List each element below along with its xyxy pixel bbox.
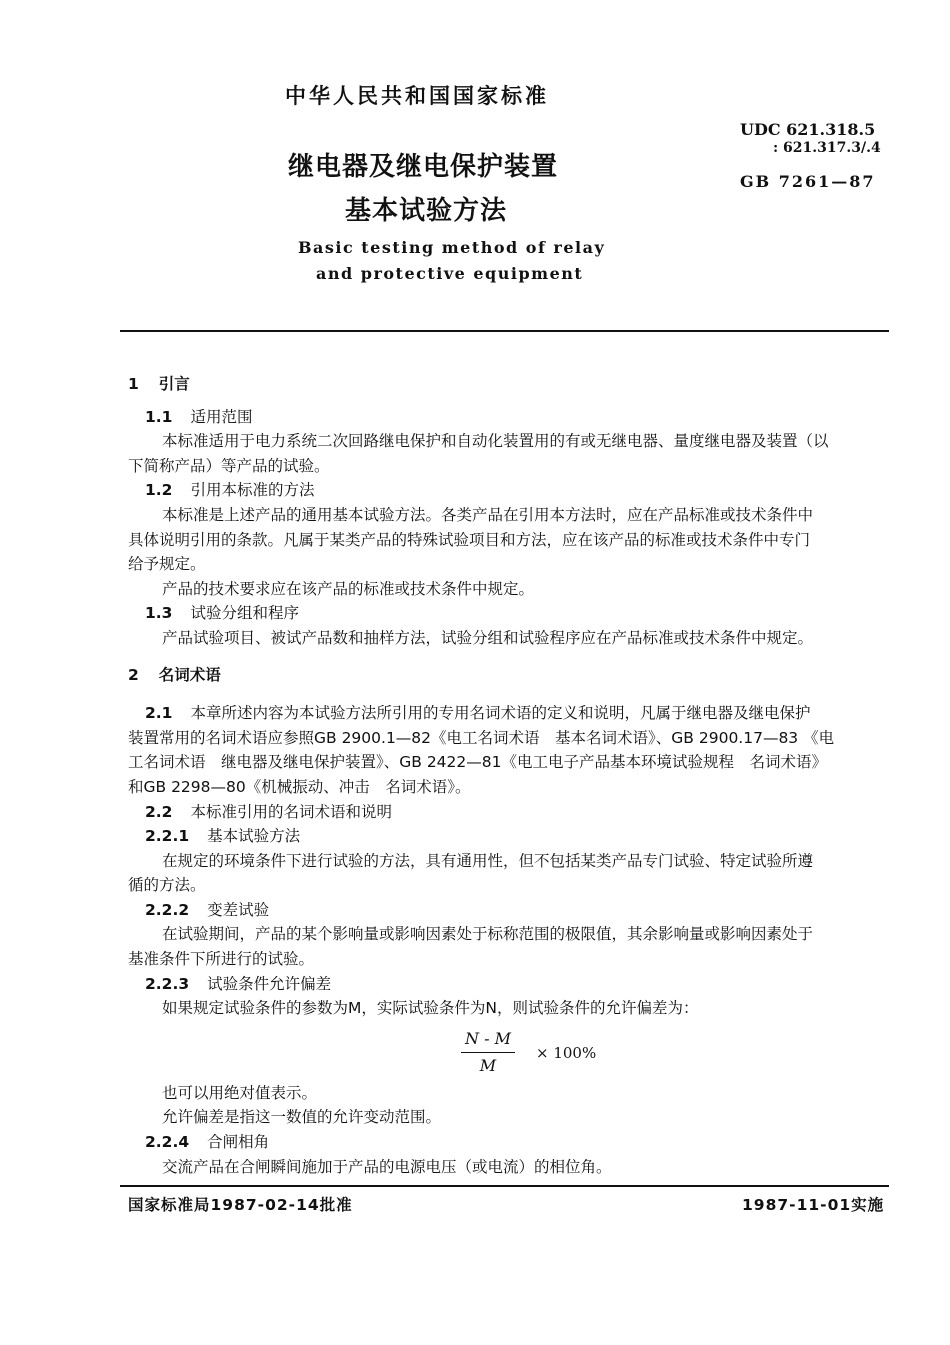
paragraph-line: 基准条件下所进行的试验。 (128, 950, 315, 969)
tolerance-formula (128, 1021, 890, 1081)
paragraph-line: 装置常用的名词术语应参照GB 2900.1—82《电工名词术语 基本名词术语》、GB 2900.17—83 《电 (128, 728, 835, 747)
clause-title: 基本试验方法 (207, 827, 301, 846)
paragraph-line: 也可以用绝对值表示。 (162, 1083, 318, 1102)
formula-multiplier: × 100% (536, 1043, 597, 1062)
subsection-title: 适用范围 (190, 407, 253, 426)
paragraph-line: 在试验期间，产品的某个影响量或影响因素处于标称范围的极限值，其余影响量或影响因素处于 (162, 925, 814, 944)
approval-date: 国家标准局1987-02-14批准 (128, 1196, 353, 1214)
section-title: 引言 (158, 375, 190, 393)
paragraph-line: 产品试验项目、被试产品数和抽样方法，试验分组和试验程序应在产品标准或技术条件中规定。 (162, 628, 814, 647)
section-title: 名词术语 (158, 665, 221, 684)
subsection-number: 1.2 (145, 481, 173, 500)
subsection-number: 1.3 (145, 604, 173, 623)
standard-number: GB 7261—87 (740, 172, 876, 191)
english-title-line1: Basic testing method of relay (298, 238, 606, 257)
paragraph-line: 下简称产品）等产品的试验。 (128, 456, 330, 475)
paragraph-line (128, 701, 890, 726)
paragraph-line: 具体说明引用的条款。凡属于某类产品的特殊试验项目和方法，应在该产品的标准或技术条件中专门 (128, 530, 811, 549)
formula-denominator: M (479, 1056, 497, 1076)
paragraph-line: 在规定的环境条件下进行试验的方法，具有通用性，但不包括某类产品专门试验、特定试验所遵 (162, 851, 814, 870)
paragraph-line: 给予规定。 (128, 555, 206, 574)
clause-heading (128, 898, 890, 923)
subsection-title: 引用本标准的方法 (190, 481, 315, 500)
clause-number: 2.2.4 (145, 1133, 190, 1152)
clause-heading (128, 824, 890, 849)
paragraph-line: 如果规定试验条件的参数为M，实际试验条件为N，则试验条件的允许偏差为： (162, 999, 699, 1018)
issuing-organization: 中华人民共和国国家标准 (285, 84, 549, 108)
udc-code-line1: UDC 621.318.5 (740, 120, 876, 139)
english-title-line2: and protective equipment (316, 264, 584, 283)
clause-title: 试验条件允许偏差 (207, 974, 332, 993)
formula-fraction (461, 1027, 515, 1079)
subsection-heading (128, 601, 890, 626)
subsection-title: 本标准引用的名词术语和说明 (190, 802, 392, 821)
footer-divider (120, 1185, 889, 1187)
paragraph-line: 本标准是上述产品的通用基本试验方法。各类产品在引用本方法时，应在产品标准或技术条件中 (162, 505, 814, 524)
effective-date: 1987-11-01实施 (742, 1196, 885, 1214)
paragraph-text: 本章所述内容为本试验方法所引用的专用名词术语的定义和说明，凡属于继电器及继电保护 (190, 704, 811, 723)
subsection-heading (128, 478, 890, 503)
clause-heading (128, 1130, 890, 1155)
clause-number: 2.2.1 (145, 827, 190, 846)
subsection-heading (128, 800, 890, 825)
header-divider (120, 330, 889, 332)
paragraph-line: 交流产品在合闸瞬间施加于产品的电源电压（或电流）的相位角。 (162, 1157, 612, 1176)
paragraph-line: 产品的技术要求应在该产品的标准或技术条件中规定。 (162, 579, 535, 598)
udc-code-line2: : 621.317.3/.4 (773, 140, 881, 156)
document-title-line2: 基本试验方法 (345, 196, 508, 226)
section-heading (128, 663, 890, 688)
section-number: 1 (128, 375, 139, 393)
subsection-number: 2.2 (145, 802, 173, 821)
paragraph-line: 和GB 2298—80《机械振动、冲击 名词术语》。 (128, 777, 471, 796)
subsection-heading (128, 405, 890, 430)
paragraph-line: 允许偏差是指这一数值的允许变动范围。 (162, 1108, 442, 1127)
document-body (128, 368, 890, 1179)
clause-number: 2.2.3 (145, 974, 190, 993)
clause-title: 变差试验 (207, 900, 270, 919)
document-title-line1: 继电器及继电保护装置 (288, 152, 559, 182)
section-heading (128, 372, 890, 397)
subsection-number: 1.1 (145, 407, 173, 426)
paragraph-line: 循的方法。 (128, 876, 206, 895)
formula-numerator: N - M (461, 1027, 515, 1054)
section-number: 2 (128, 665, 139, 684)
clause-number: 2.2.2 (145, 900, 190, 919)
clause-title: 合闸相角 (207, 1133, 270, 1152)
clause-heading (128, 972, 890, 997)
paragraph-line: 工名词术语 继电器及继电保护装置》、GB 2422—81《电工电子产品基本环境试验规程 名词术语》 (128, 753, 827, 772)
subsection-number: 2.1 (145, 704, 173, 723)
subsection-title: 试验分组和程序 (190, 604, 299, 623)
paragraph-line: 本标准适用于电力系统二次回路继电保护和自动化装置用的有或无继电器、量度继电器及装置（以 (162, 432, 829, 451)
